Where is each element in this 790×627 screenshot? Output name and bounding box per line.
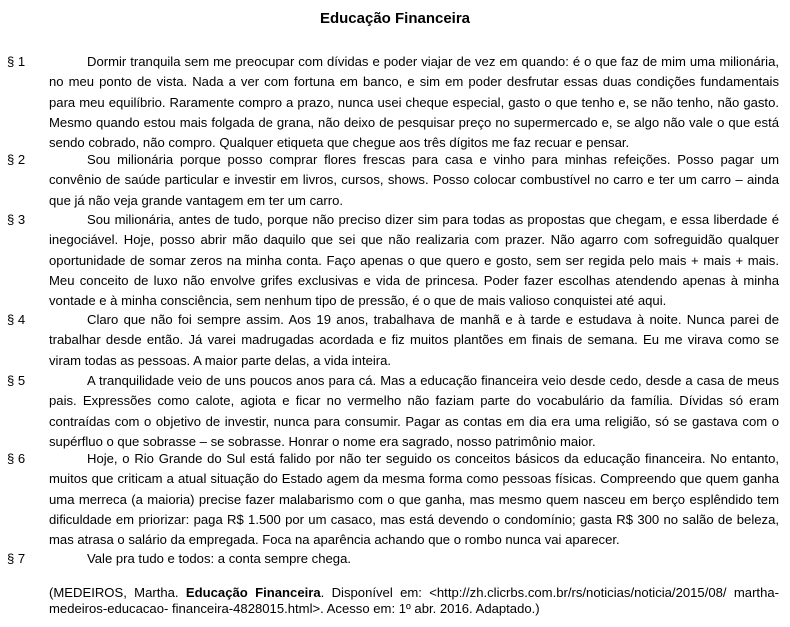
paragraph-text: Sou milionária porque posso comprar flores frescas para casa e vinho para minhas refeições. Posso pagar um convênio de saúde particular e investir em livros, cursos, shows. Posso colocar combustível no carro e ter um carro – ainda que já não veja grande vantagem em ter um carro. — [49, 152, 779, 208]
reference-prefix: (MEDEIROS, Martha. — [49, 585, 186, 600]
paragraph-number: § 4 — [7, 312, 26, 327]
paragraph-5 — [0, 371, 790, 452]
paragraph-3 — [0, 210, 790, 311]
reference-title: Educação Financeira — [185, 585, 321, 600]
paragraph-text: Vale pra tudo e todos: a conta sempre chega. — [87, 551, 351, 566]
paragraph-number: § 5 — [7, 373, 26, 388]
paragraph-number: § 1 — [7, 54, 26, 69]
paragraph-text: Hoje, o Rio Grande do Sul está falido por não ter seguido os conceitos básicos da educação financeira. No entanto, muitos que criticam a atual situação do Estado agem da mesma forma como pessoas físicas. Compreendo que quem ganha uma merreca (a maioria) precise fazer malabarismo com o que ganha, mas mesmo quem nasceu em berço esplêndido tem dificuldade em priorizar: paga R$ 1.500 por um casaco, mas está devendo o condomínio; gasta R$ 300 no salão de beleza, mas atrasa o salário da empregada. Foca na aparência achando que o rombo nunca vai aparecer. — [49, 451, 779, 548]
reference-suffix: . Disponível em: <http://zh.clicrbs.com.br/rs/noticias/noticia/2015/08/ martha-medeiros-educacao- financeira-4828015.html>. Acesso em: 1º abr. 2016. Adaptado.) — [49, 585, 779, 616]
paragraph-number: § 6 — [7, 451, 26, 466]
paragraph-number: § 2 — [7, 152, 26, 167]
source-reference — [49, 585, 779, 617]
paragraph-text: A tranquilidade veio de uns poucos anos para cá. Mas a educação financeira veio desde cedo, desde a casa de meus pais. Expressões como calote, agiota e ficar no vermelho não faziam parte do vocabulário da família. Dívidas só eram contraídas com o objetivo de investir, nunca para consumir. Pagar as contas em dia era uma religião, só se gastava com o supérfluo o que sobrasse – se sobrasse. Honrar o nome era sagrado, nosso patrimônio maior. — [49, 373, 779, 449]
paragraph-1 — [0, 52, 790, 153]
paragraph-text: Claro que não foi sempre assim. Aos 19 anos, trabalhava de manhã e à tarde e estudava à noite. Nunca parei de trabalhar desde então. Já varei madrugadas acordada e fiz muitos plantões em finais de semana. Eu me virava como se viram todas as pessoas. A maior parte delas, a vida inteira. — [49, 312, 779, 368]
paragraph-number: § 7 — [7, 551, 26, 566]
paragraph-7 — [0, 549, 790, 569]
paragraph-2 — [0, 150, 790, 211]
paragraph-6 — [0, 449, 790, 550]
document-title: Educação Financeira — [319, 10, 471, 27]
paragraph-text: Sou milionária, antes de tudo, porque não preciso dizer sim para todas as propostas que chegam, e essa liberdade é inegociável. Hoje, posso abrir mão daquilo que sei que não realizaria com prazer. Não agarro com sofreguidão qualquer oportunidade de somar zeros na minha conta. Faço apenas o que quero e gosto, sem ser regida pelo mais + mais + mais. Meu conceito de luxo não envolve grifes exclusivas e vida de princesa. Poder fazer escolhas atendendo apenas à minha vontade e à minha consciência, sem nenhum tipo de pressão, é o que de mais valioso conquistei até aqui. — [49, 212, 779, 309]
paragraph-number: § 3 — [7, 212, 26, 227]
paragraph-text: Dormir tranquila sem me preocupar com dívidas e poder viajar de vez em quando: é o que faz de mim uma milionária, no meu ponto de vista. Nada a ver com fortuna em banco, e sim em poder desfrutar essas duas condições fundamentais para meu equilíbrio. Raramente compro a prazo, nunca usei cheque especial, gasto o que tenho e, se não tenho, não gasto. Mesmo quando estou mais folgada de grana, não deixo de pesquisar preço no supermercado e, se algo não vale o que está sendo cobrado, não compro. Qualquer etiqueta que chegue aos três dígitos me faz recuar e pensar. — [49, 54, 779, 151]
paragraph-4 — [0, 310, 790, 371]
